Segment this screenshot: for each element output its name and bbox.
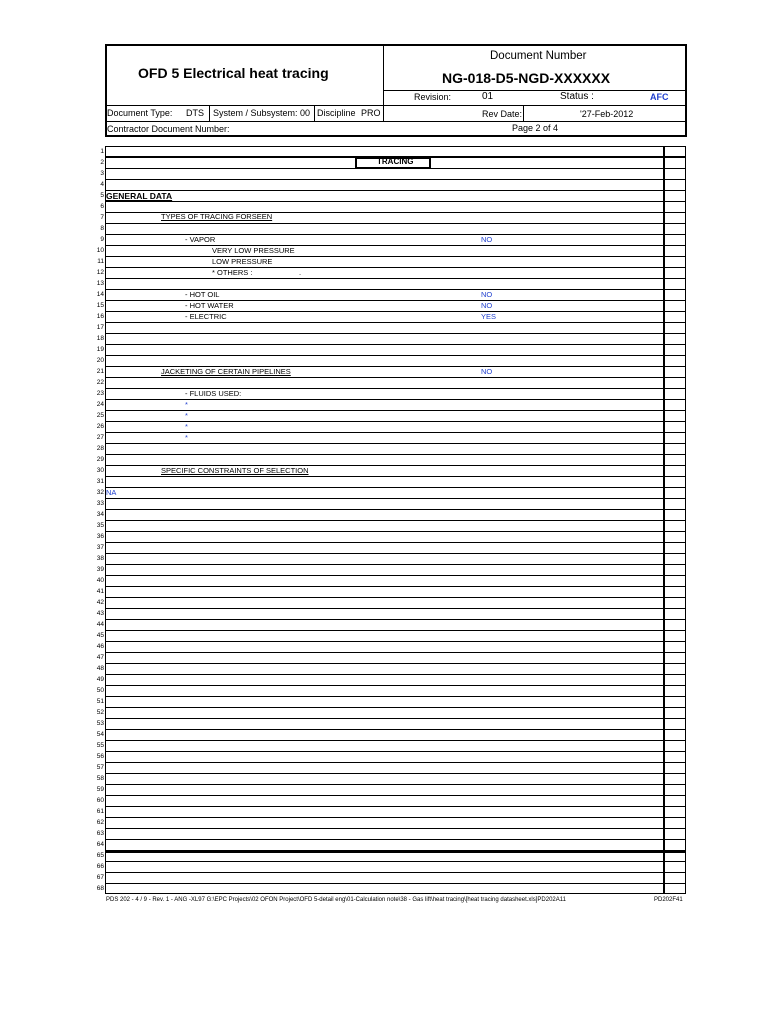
grid-row-line [105, 850, 686, 851]
line-number: 61 [96, 808, 104, 815]
line-number: 50 [96, 687, 104, 694]
grid-row-line [105, 344, 686, 345]
revision-label: Revision: [414, 92, 452, 102]
doc-type-value: DTS [186, 108, 204, 118]
grid-row-line [105, 256, 686, 257]
line-number: 56 [96, 753, 104, 760]
line-number: 64 [96, 841, 104, 848]
grid-row-line [105, 509, 686, 510]
line-number: 40 [96, 577, 104, 584]
grid-row-line [105, 619, 686, 620]
grid-row-line [105, 531, 686, 532]
types-heading: TYPES OF TRACING FORSEEN [161, 212, 273, 221]
line-number: 54 [96, 731, 104, 738]
line-number: 16 [96, 313, 104, 320]
grid-row-line [105, 476, 686, 477]
low-pressure-label: LOW PRESSURE [212, 257, 273, 266]
line-number: 36 [96, 533, 104, 540]
grid-row-line [105, 641, 686, 642]
grid-row-line [105, 729, 686, 730]
line-number: 58 [96, 775, 104, 782]
grid-row-line [105, 630, 686, 631]
grid-rule [105, 851, 686, 853]
vapor-value: NO [481, 235, 493, 244]
line-number: 1 [100, 148, 104, 155]
fluid-bullet: * [185, 422, 188, 431]
line-number: 49 [96, 676, 104, 683]
grid-row-line [105, 399, 686, 400]
line-number: 67 [96, 874, 104, 881]
hot-water-value: NO [481, 301, 493, 310]
line-number: 45 [96, 632, 104, 639]
document-title: OFD 5 Electrical heat tracing [138, 65, 329, 81]
grid-row-line [105, 201, 686, 202]
line-number: 13 [96, 280, 104, 287]
fluid-bullet: * [185, 411, 188, 420]
grid-row-line [105, 652, 686, 653]
others-value: . [299, 268, 302, 277]
line-number: 38 [96, 555, 104, 562]
grid-row-line [105, 685, 686, 686]
hot-oil-label: - HOT OIL [185, 290, 220, 299]
discipline-label: Discipline [317, 108, 356, 118]
section-title: TRACING [377, 157, 414, 166]
grid-row-line [105, 597, 686, 598]
grid-row-line [105, 817, 686, 818]
line-number: 48 [96, 665, 104, 672]
grid-row-line [105, 432, 686, 433]
rev-date-value: '27-Feb-2012 [580, 109, 634, 119]
line-number: 66 [96, 863, 104, 870]
grid-row-line [105, 421, 686, 422]
grid-row-line [105, 443, 686, 444]
line-number: 8 [100, 225, 104, 232]
grid-row-line [105, 564, 686, 565]
line-number: 31 [96, 478, 104, 485]
line-number: 27 [96, 434, 104, 441]
grid-row-line [105, 861, 686, 862]
line-number: 68 [96, 885, 104, 892]
line-number: 23 [96, 390, 104, 397]
line-number: 5 [100, 192, 104, 199]
fluid-bullet: * [185, 400, 188, 409]
very-low-pressure-label: VERY LOW PRESSURE [212, 246, 295, 255]
line-number: 12 [96, 269, 104, 276]
line-number: 24 [96, 401, 104, 408]
line-number: 6 [100, 203, 104, 210]
header-line [383, 90, 687, 91]
doc-type-label: Document Type: [107, 108, 173, 118]
grid-row-line [105, 828, 686, 829]
line-number: 28 [96, 445, 104, 452]
grid-row-line [105, 586, 686, 587]
page-info: Page 2 of 4 [512, 123, 559, 133]
line-number: 18 [96, 335, 104, 342]
line-number: 46 [96, 643, 104, 650]
line-number: 51 [96, 698, 104, 705]
contractor-label: Contractor Document Number: [107, 124, 230, 134]
line-number: 57 [96, 764, 104, 771]
grid-row-line [105, 762, 686, 763]
grid-row-line [105, 883, 686, 884]
grid-row-line [105, 322, 686, 323]
grid-row-line [105, 663, 686, 664]
line-number: 43 [96, 610, 104, 617]
grid-row-line [105, 872, 686, 873]
grid-row-line [105, 267, 686, 268]
line-number: 22 [96, 379, 104, 386]
fluids-used-label: - FLUIDS USED: [185, 389, 242, 398]
line-number: 35 [96, 522, 104, 529]
fluid-bullet: * [185, 433, 188, 442]
grid-row-line [105, 223, 686, 224]
line-number: 62 [96, 819, 104, 826]
line-number: 4 [100, 181, 104, 188]
line-number: 21 [96, 368, 104, 375]
grid-row-line [105, 575, 686, 576]
grid-row-line [105, 179, 686, 180]
line-number: 11 [97, 258, 104, 265]
header-divider [314, 105, 315, 121]
constraints-value: NA [106, 488, 117, 497]
line-number: 47 [96, 654, 104, 661]
line-number: 42 [96, 599, 104, 606]
grid-row-line [105, 245, 686, 246]
line-number: 41 [96, 588, 104, 595]
grid-row-line [105, 553, 686, 554]
constraints-heading: SPECIFIC CONSTRAINTS OF SELECTION [161, 466, 309, 475]
line-number: 2 [100, 159, 104, 166]
grid-row-line [105, 696, 686, 697]
grid-row-line [105, 454, 686, 455]
line-number: 25 [96, 412, 104, 419]
line-number: 29 [96, 456, 104, 463]
header-divider [523, 105, 524, 121]
grid-row-line [105, 498, 686, 499]
header-divider [383, 44, 384, 121]
discipline-value: PRO [361, 108, 381, 118]
line-number: 33 [96, 500, 104, 507]
others-label: * OTHERS : [212, 268, 253, 277]
revision-value: 01 [482, 91, 494, 102]
grid-row-line [105, 542, 686, 543]
line-number: 63 [96, 830, 104, 837]
line-number: 17 [96, 324, 104, 331]
grid-row-line [105, 278, 686, 279]
grid-row-line [105, 608, 686, 609]
general-data-heading: GENERAL DATA [106, 191, 173, 201]
rev-date-label: Rev Date: [482, 109, 523, 119]
grid-row-line [105, 806, 686, 807]
grid-row-line [105, 190, 686, 191]
line-number: 44 [96, 621, 104, 628]
line-number: 34 [96, 511, 104, 518]
line-number: 26 [96, 423, 104, 430]
jacketing-heading: JACKETING OF CERTAIN PIPELINES [161, 367, 291, 376]
line-number: 7 [100, 214, 104, 221]
footer-code: PD202F41 [654, 897, 683, 903]
grid-row-line [105, 410, 686, 411]
grid-row-line [105, 674, 686, 675]
line-number: 52 [96, 709, 104, 716]
line-number: 39 [96, 566, 104, 573]
line-number: 59 [96, 786, 104, 793]
grid-row-line [105, 740, 686, 741]
status-label: Status : [560, 91, 594, 102]
grid-row-line [105, 795, 686, 796]
header-divider [209, 105, 210, 121]
line-number: 32 [96, 489, 104, 496]
line-number: 20 [96, 357, 104, 364]
grid-row-line [105, 751, 686, 752]
header-line [105, 105, 687, 106]
grid-row-line [105, 487, 686, 488]
footer-path: PDS 202 - 4 / 9 - Rev. 1 - ANG -XL97 G:\EPC Projects\02 OFON Project\OFD 5-detail eng\01-Calculation note\38 - Gas lift\heat tracing\[heat tracing datasheet.xls]PD202A11 [106, 897, 566, 903]
electric-label: - ELECTRIC [185, 312, 227, 321]
grid-row-line [105, 839, 686, 840]
line-number: 15 [96, 302, 104, 309]
vapor-label: - VAPOR [185, 235, 216, 244]
grid-row-line [105, 377, 686, 378]
system-label: System / Subsystem: 00 [213, 108, 311, 118]
line-number: 53 [96, 720, 104, 727]
header-line [105, 121, 687, 122]
grid-row-line [105, 520, 686, 521]
grid-row-line [105, 773, 686, 774]
line-number: 10 [96, 247, 104, 254]
hot-water-label: - HOT WATER [185, 301, 234, 310]
hot-oil-value: NO [481, 290, 493, 299]
line-number: 30 [96, 467, 104, 474]
jacketing-value: NO [481, 367, 493, 376]
status-value: AFC [650, 92, 669, 102]
line-number: 14 [96, 291, 104, 298]
doc-number: NG-018-D5-NGD-XXXXXX [442, 70, 611, 86]
grid-row-line [105, 333, 686, 334]
line-number: 3 [100, 170, 104, 177]
line-number: 65 [96, 852, 104, 859]
line-number: 60 [96, 797, 104, 804]
grid-row-line [105, 718, 686, 719]
doc-number-label: Document Number [490, 50, 587, 62]
line-number: 19 [96, 346, 104, 353]
grid-row-line [105, 355, 686, 356]
grid-row-line [105, 784, 686, 785]
grid-row-line [105, 707, 686, 708]
line-number: 37 [96, 544, 104, 551]
electric-value: YES [481, 312, 497, 321]
line-number: 9 [100, 236, 104, 243]
line-number: 55 [96, 742, 104, 749]
